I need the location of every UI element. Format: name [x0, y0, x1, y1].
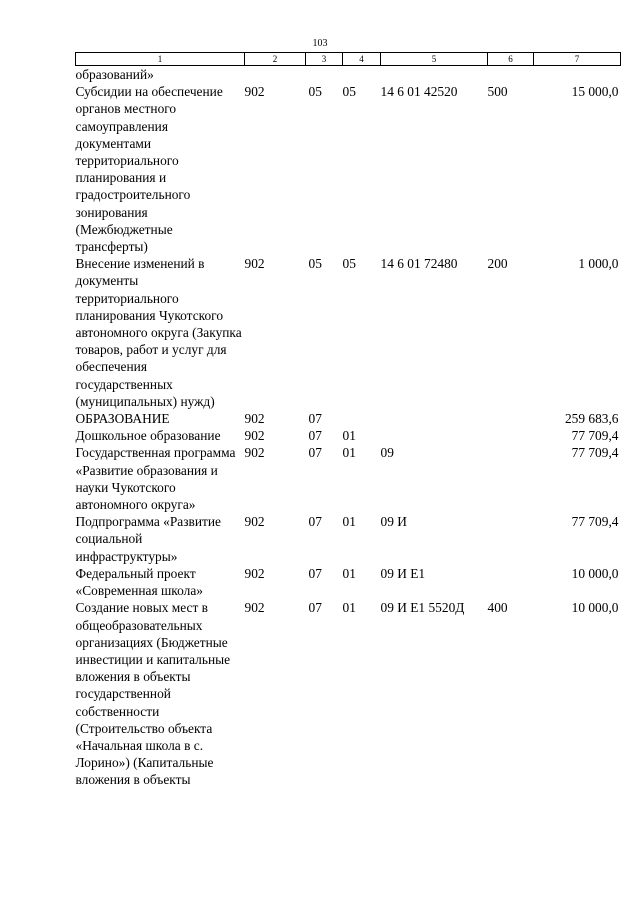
- cell-section: 07: [308, 445, 322, 461]
- header-col-6: 6: [488, 53, 534, 66]
- cell-amount: 10 000,0: [571, 565, 619, 581]
- cell-subsection: 01: [342, 428, 356, 444]
- cell-amount: 77 709,4: [571, 445, 619, 461]
- cell-expense-type: [488, 427, 534, 444]
- cell-expense-type: [488, 66, 534, 84]
- cell-target-article: [381, 66, 488, 84]
- cell-subsection: 01: [342, 445, 356, 461]
- cell-name: Федеральный проект «Современная школа»: [75, 565, 203, 599]
- cell-amount: 77 709,4: [571, 514, 619, 530]
- cell-name: Субсидии на обеспечение органов местного самоуправления документами территориального планирования и градостроительного зонирования (Межбюджетные трансферты): [75, 84, 223, 255]
- header-col-3: 3: [306, 53, 343, 66]
- cell-ministry: 902: [244, 600, 265, 616]
- cell-subsection: 01: [342, 514, 356, 530]
- cell-target-article: 14 6 01 72480: [380, 256, 458, 272]
- table-row: [76, 410, 621, 427]
- page-number: 103: [312, 38, 328, 49]
- cell-ministry: 902: [244, 256, 265, 272]
- table-row: [76, 66, 621, 84]
- cell-section: 07: [308, 428, 322, 444]
- cell-section: 07: [308, 600, 322, 616]
- cell-name: Внесение изменений в документы территориального планирования Чукотского автономного округа (Закупка товаров, работ и услуг для обеспечения государственных (муниципальных) нужд): [75, 256, 242, 409]
- cell-name: образований»: [75, 67, 154, 82]
- cell-subsection: 05: [342, 256, 356, 272]
- table-row: [76, 255, 621, 410]
- header-col-1: 1: [76, 53, 245, 66]
- cell-amount: 10 000,0: [571, 600, 619, 616]
- cell-expense-type: 200: [487, 256, 508, 272]
- header-row: [76, 53, 621, 66]
- cell-expense-type: [488, 513, 534, 565]
- header-col-5: 5: [381, 53, 488, 66]
- cell-name: Дошкольное образование: [75, 428, 221, 444]
- cell-target-article: 14 6 01 42520: [380, 84, 458, 100]
- cell-target-article: 09 И Е1 5520Д: [380, 600, 465, 616]
- cell-name: Подпрограмма «Развитие социальной инфраструктуры»: [75, 514, 221, 564]
- cell-expense-type: [488, 410, 534, 427]
- cell-target-article: 09: [380, 445, 394, 461]
- cell-amount: [534, 66, 621, 84]
- cell-ministry: [245, 66, 306, 84]
- cell-section: [306, 66, 343, 84]
- cell-amount: 259 683,6: [564, 411, 619, 427]
- table-body: [76, 66, 621, 789]
- table-row: [76, 427, 621, 444]
- cell-ministry: 902: [244, 411, 265, 427]
- cell-subsection: 01: [342, 565, 356, 581]
- cell-name: Создание новых мест в общеобразовательных организациях (Бюджетные инвестиции и капитальные вложения в объекты государственной собственности (Строительство объекта «Начальная школа в с. Лорино») (Капитальные вложения в объекты: [75, 600, 231, 788]
- table-row: [76, 599, 621, 788]
- cell-target-article: 09 И Е1: [380, 565, 426, 581]
- cell-amount: 77 709,4: [571, 428, 619, 444]
- header-col-4: 4: [343, 53, 381, 66]
- cell-amount: 1 000,0: [578, 256, 619, 272]
- cell-subsection: 05: [342, 84, 356, 100]
- cell-expense-type: [488, 565, 534, 599]
- cell-expense-type: 500: [487, 84, 508, 100]
- table-row: [76, 83, 621, 255]
- header-col-7: 7: [534, 53, 621, 66]
- cell-target-article: [381, 427, 488, 444]
- cell-section: 07: [308, 565, 322, 581]
- cell-name: ОБРАЗОВАНИЕ: [75, 411, 170, 427]
- cell-ministry: 902: [244, 565, 265, 581]
- cell-target-article: 09 И: [380, 514, 407, 530]
- table-row: [76, 513, 621, 565]
- cell-expense-type: [488, 444, 534, 513]
- cell-section: 05: [308, 84, 322, 100]
- cell-ministry: 902: [244, 428, 265, 444]
- table-row: [76, 565, 621, 599]
- table-header: [76, 53, 621, 66]
- cell-subsection: 01: [342, 600, 356, 616]
- cell-ministry: 902: [244, 84, 265, 100]
- cell-expense-type: 400: [487, 600, 508, 616]
- cell-subsection: [343, 410, 381, 427]
- cell-subsection: [343, 66, 381, 84]
- budget-table: [75, 52, 621, 789]
- cell-section: 07: [308, 514, 322, 530]
- header-col-2: 2: [245, 53, 306, 66]
- cell-ministry: 902: [244, 445, 265, 461]
- table-row: [76, 444, 621, 513]
- cell-section: 07: [308, 411, 322, 427]
- cell-section: 05: [308, 256, 322, 272]
- cell-ministry: 902: [244, 514, 265, 530]
- cell-target-article: [381, 410, 488, 427]
- cell-name: Государственная программа «Развитие образования и науки Чукотского автономного округа»: [75, 445, 236, 513]
- cell-amount: 15 000,0: [571, 84, 619, 100]
